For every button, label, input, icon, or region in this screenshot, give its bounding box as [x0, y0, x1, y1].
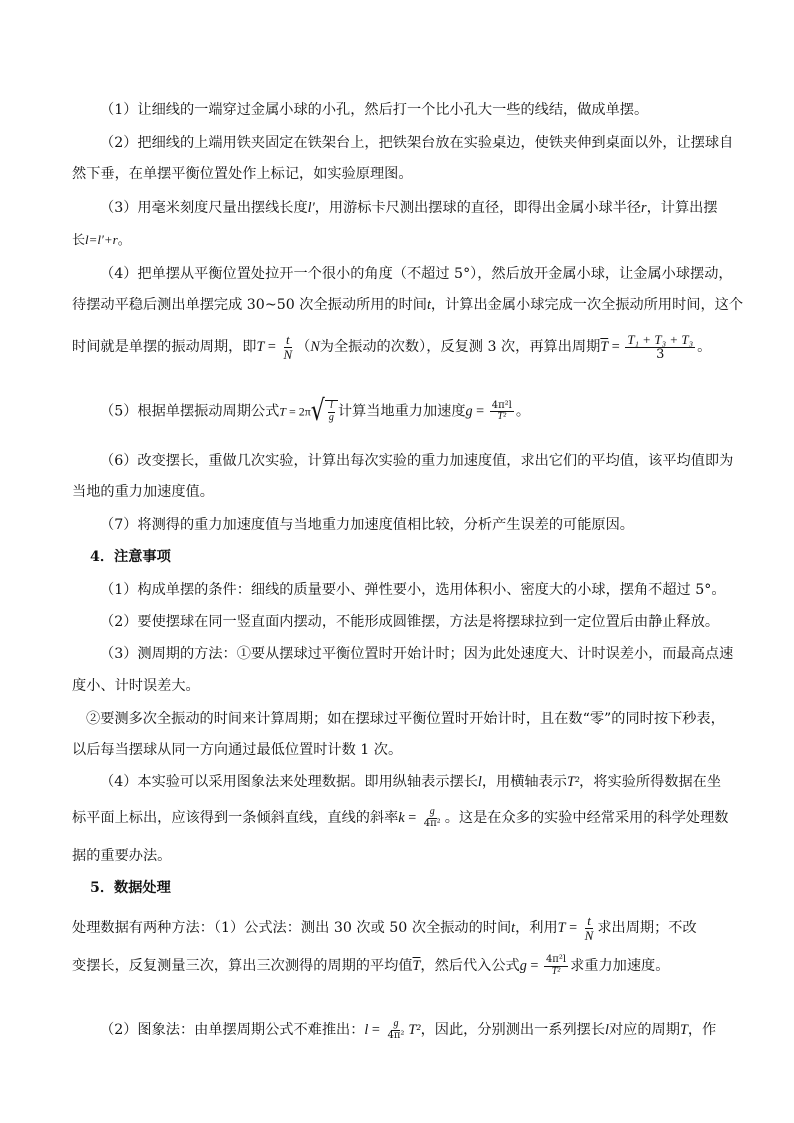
note-3-line-4: 以后每当摆球从同一方向通过最低位置时计数 1 次。	[72, 742, 403, 758]
step-2-line-2: 然下垂，在单摆平衡位置处作上标记，如实验原理图。	[72, 166, 413, 182]
average-period-fraction: $\frac{\text{T₁ + T₃ + T₃}}{3}$	[627, 332, 694, 362]
gravity-fraction: $\frac{\text{4π²l}}{\text{T²}}$	[545, 954, 567, 977]
step-3-line-1: （3）用毫米刻度尺量出摆线长度l′，用游标卡尺测出摆球的直径，即得出金属小球半径r，计算出摆	[100, 200, 718, 216]
step-7: （7）将测得的重力加速度值与当地重力加速度值相比较，分析产生误差的可能原因。	[100, 517, 634, 533]
period-fraction: $\frac{t}{N}$	[283, 332, 293, 362]
note-4-line-3: 据的重要办法。	[72, 848, 172, 864]
step-4-line-3: 时间就是单摆的振动周期，即T = $\frac{t}{N}$ （N为全振动的次数），反复测 3 次，再算出周期$\overline{T}$ = $\frac{\text{T₁ + T₃ + T₃}}{3}$ 。	[72, 332, 712, 362]
data-processing-line-1: 处理数据有两种方法：（1）公式法：测出 30 次或 50 次全振动的时间t，利用T = $\frac{t}{N}$ 求出周期；不改	[72, 913, 697, 943]
note-3-line-2: 度小、计时误差大。	[72, 678, 200, 694]
gravity-formula-fraction: $\frac{\text{4π²l}}{\text{T²}}$	[491, 399, 512, 422]
section-4-heading: 4．注意事项	[90, 549, 171, 565]
step-2-line-1: （2）把细线的上端用铁夹固定在铁架台上，把铁架台放在实验桌边，使铁夹伸到桌面以外，让摆球自	[100, 135, 734, 151]
note-2: （2）要使摆球在同一竖直面内摆动，不能形成圆锥摆，方法是将摆球拉到一定位置后由静止释放。	[100, 614, 720, 630]
step-6-line-2: 当地的重力加速度值。	[72, 484, 214, 500]
slope-fraction: $\frac{g}{\text{4π²}}$	[423, 806, 441, 829]
step-4-line-1: （4）把单摆从平衡位置处拉开一个很小的角度（不超过 5°），然后放开金属小球，让金属小球摆动，	[100, 266, 733, 282]
data-processing-line-2: 变摆长，反复测量三次，算出三次测得的周期的平均值$\overline{T}$，然后代入公式g = $\frac{\text{4π²l}}{\text{T²}}$ 求重力加速度。	[72, 954, 670, 977]
note-4-line-2: 标平面上标出，应该得到一条倾斜直线，直线的斜率k = $\frac{g}{\text{4π²}}$ 。这是在众多的实验中经常采用的科学处理数	[72, 806, 729, 829]
data-processing-line-3: （2）图象法：由单摆周期公式不难推出：l = $\frac{g}{\text{4π²}}$ T²，因此，分别测出一系列摆长l对应的周期T，作	[100, 1018, 717, 1041]
note-3-line-3: ②要测多次全振动的时间来计算周期；如在摆球过平衡位置时开始计时，且在数“零”的同时按下秒表，	[86, 711, 725, 727]
note-4-line-1: （4）本实验可以采用图象法来处理数据。即用纵轴表示摆长l，用横轴表示T²，将实验所得数据在坐	[100, 774, 722, 790]
period-formula-fraction: $\frac{t}{N}$	[584, 913, 594, 943]
step-1: （1）让细线的一端穿过金属小球的小孔，然后打一个比小孔大一些的线结，做成单摆。	[100, 102, 649, 118]
step-6-line-1: （6）改变摆长，重做几次实验，计算出每次实验的重力加速度值，求出它们的平均值，该平均值即为	[100, 453, 734, 469]
step-4-line-2: 待摆动平稳后测出单摆完成 30~50 次全振动所用的时间t，计算出金属小球完成一次全振动所用时间，这个	[72, 297, 744, 313]
note-1: （1）构成单摆的条件：细线的质量要小、弹性要小，选用体积小、密度大的小球，摆角不超过 5°。	[100, 582, 726, 598]
step-3-line-2: 长l=l′+r。	[72, 232, 131, 248]
sqrt-l-over-g: √ $\frac{l}{g}$	[311, 400, 338, 423]
note-3-line-1: （3）测周期的方法：①要从摆球过平衡位置时开始计时；因为此处速度大、计时误差小，而最高点速	[100, 646, 734, 662]
section-5-heading: 5．数据处理	[90, 880, 171, 896]
step-5: （5）根据单摆振动周期公式T = 2π √ $\frac{l}{g}$ 计算当地重力加速度g = $\frac{\text{4π²l}}{\text{T²}}$ 。	[100, 394, 531, 428]
length-fraction: $\frac{g}{\text{4π²}}$	[387, 1018, 405, 1041]
